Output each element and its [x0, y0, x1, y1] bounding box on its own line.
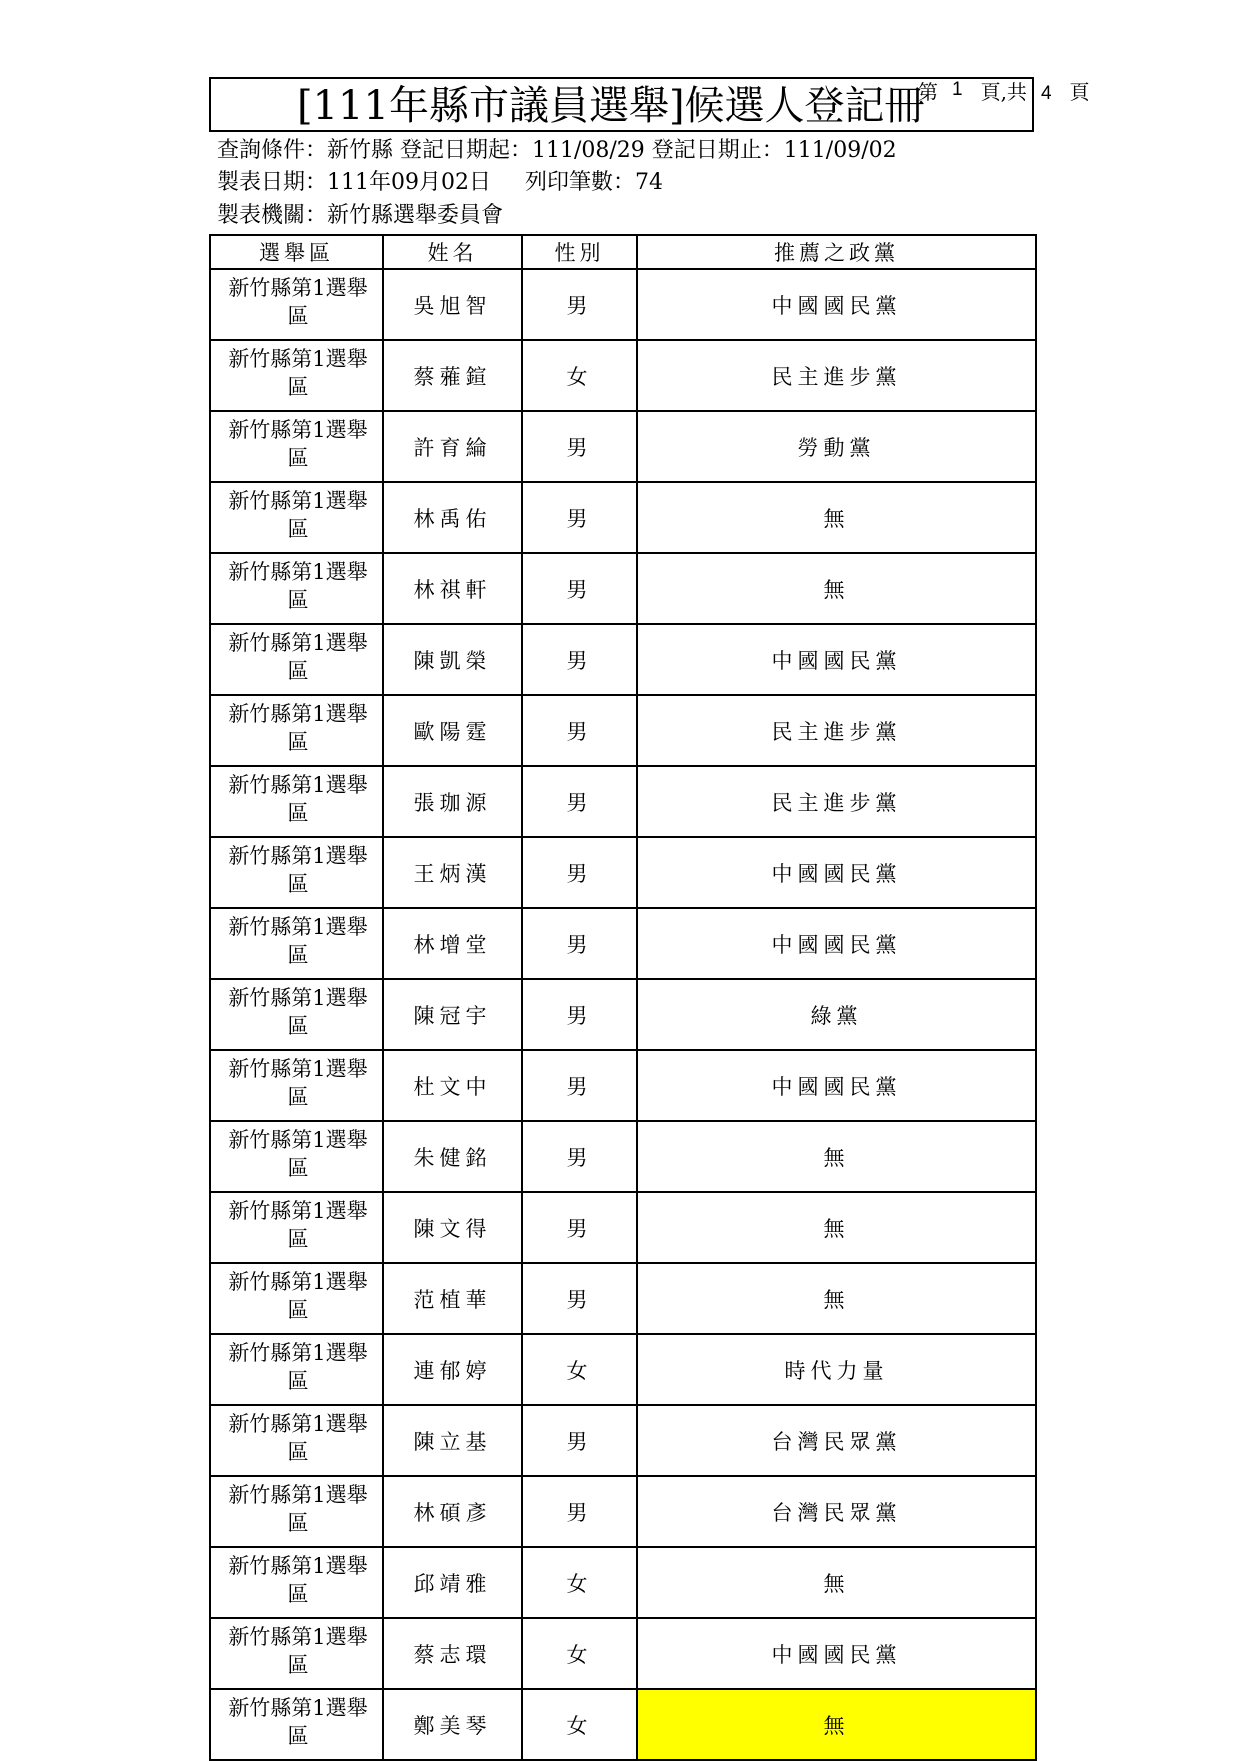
table-row — [210, 837, 1036, 908]
table-row — [210, 1618, 1036, 1689]
table-header-row — [210, 235, 1036, 269]
party-cell: 中國國民黨 — [637, 1618, 1036, 1689]
gender-cell: 男 — [522, 766, 637, 837]
gender-cell: 男 — [522, 624, 637, 695]
party-cell: 無 — [637, 1192, 1036, 1263]
name-cell: 陳立基 — [383, 1405, 522, 1476]
district-cell: 新竹縣第1選舉區 — [210, 695, 383, 766]
district-cell: 新竹縣第1選舉區 — [210, 1192, 383, 1263]
district-cell: 新竹縣第1選舉區 — [210, 766, 383, 837]
district-cell: 新竹縣第1選舉區 — [210, 837, 383, 908]
name-cell: 許育綸 — [383, 411, 522, 482]
district-cell: 新竹縣第1選舉區 — [210, 1121, 383, 1192]
district-cell: 新竹縣第1選舉區 — [210, 979, 383, 1050]
district-cell: 新竹縣第1選舉區 — [210, 624, 383, 695]
candidate-table — [209, 234, 1037, 1761]
gender-cell: 男 — [522, 979, 637, 1050]
gender-cell: 男 — [522, 1476, 637, 1547]
party-cell: 中國國民黨 — [637, 908, 1036, 979]
header-party: 推薦之政黨 — [637, 235, 1036, 269]
name-cell: 朱健銘 — [383, 1121, 522, 1192]
page-indicator — [918, 76, 1090, 105]
table-row — [210, 269, 1036, 340]
party-cell: 時代力量 — [637, 1334, 1036, 1405]
name-cell: 杜文中 — [383, 1050, 522, 1121]
name-cell: 吳旭智 — [383, 269, 522, 340]
party-cell: 中國國民黨 — [637, 837, 1036, 908]
table-row — [210, 979, 1036, 1050]
gender-cell: 男 — [522, 1192, 637, 1263]
name-cell: 蔡蕥鍹 — [383, 340, 522, 411]
district-cell: 新竹縣第1選舉區 — [210, 1334, 383, 1405]
gender-cell: 男 — [522, 908, 637, 979]
name-cell: 林禹佑 — [383, 482, 522, 553]
district-cell: 新竹縣第1選舉區 — [210, 1689, 383, 1760]
district-cell: 新竹縣第1選舉區 — [210, 1405, 383, 1476]
page-current: 1 — [952, 79, 963, 100]
district-cell: 新竹縣第1選舉區 — [210, 411, 383, 482]
table-row — [210, 482, 1036, 553]
made-date-line — [217, 169, 663, 197]
name-cell: 范植華 — [383, 1263, 522, 1334]
gender-cell: 男 — [522, 1050, 637, 1121]
gender-cell: 男 — [522, 1263, 637, 1334]
party-cell: 無 — [637, 1689, 1036, 1760]
party-cell: 中國國民黨 — [637, 624, 1036, 695]
party-cell: 無 — [637, 482, 1036, 553]
header-district: 選舉區 — [210, 235, 383, 269]
gender-cell: 男 — [522, 1405, 637, 1476]
name-cell: 連郁婷 — [383, 1334, 522, 1405]
made-date: 製表日期：111年09月02日 — [217, 170, 491, 195]
name-cell: 林祺軒 — [383, 553, 522, 624]
print-count: 列印筆數：74 — [524, 170, 663, 195]
party-cell: 台灣民眾黨 — [637, 1405, 1036, 1476]
table-row — [210, 1050, 1036, 1121]
name-cell: 鄭美琴 — [383, 1689, 522, 1760]
district-cell: 新竹縣第1選舉區 — [210, 1547, 383, 1618]
name-cell: 歐陽霆 — [383, 695, 522, 766]
party-cell: 中國國民黨 — [637, 269, 1036, 340]
gender-cell: 男 — [522, 482, 637, 553]
gender-cell: 男 — [522, 553, 637, 624]
gender-cell: 女 — [522, 1547, 637, 1618]
name-cell: 陳凱榮 — [383, 624, 522, 695]
party-cell: 無 — [637, 553, 1036, 624]
name-cell: 邱靖雅 — [383, 1547, 522, 1618]
agency: 製表機關：新竹縣選舉委員會 — [217, 203, 504, 228]
party-cell: 勞動黨 — [637, 411, 1036, 482]
name-cell: 陳文得 — [383, 1192, 522, 1263]
header-name: 姓名 — [383, 235, 522, 269]
page-prefix: 第 — [918, 80, 938, 104]
gender-cell: 男 — [522, 411, 637, 482]
table-row — [210, 908, 1036, 979]
district-cell: 新竹縣第1選舉區 — [210, 1050, 383, 1121]
table-row — [210, 1476, 1036, 1547]
party-cell: 民主進步黨 — [637, 766, 1036, 837]
table-row — [210, 1405, 1036, 1476]
name-cell: 張珈源 — [383, 766, 522, 837]
gender-cell: 男 — [522, 1121, 637, 1192]
party-cell: 中國國民黨 — [637, 1050, 1036, 1121]
table-row — [210, 411, 1036, 482]
gender-cell: 男 — [522, 695, 637, 766]
table-row — [210, 1121, 1036, 1192]
district-cell: 新竹縣第1選舉區 — [210, 340, 383, 411]
party-cell: 無 — [637, 1547, 1036, 1618]
table-row — [210, 340, 1036, 411]
party-cell: 無 — [637, 1263, 1036, 1334]
gender-cell: 女 — [522, 1334, 637, 1405]
party-cell: 民主進步黨 — [637, 340, 1036, 411]
title-box — [209, 77, 1034, 132]
gender-cell: 男 — [522, 269, 637, 340]
table-row — [210, 766, 1036, 837]
party-cell: 綠黨 — [637, 979, 1036, 1050]
district-cell: 新竹縣第1選舉區 — [210, 482, 383, 553]
district-cell: 新竹縣第1選舉區 — [210, 1263, 383, 1334]
name-cell: 林碩彥 — [383, 1476, 522, 1547]
header-gender: 性別 — [522, 235, 637, 269]
table-row — [210, 1263, 1036, 1334]
district-cell: 新竹縣第1選舉區 — [210, 908, 383, 979]
table-row — [210, 1689, 1036, 1760]
table-row — [210, 1192, 1036, 1263]
district-cell: 新竹縣第1選舉區 — [210, 269, 383, 340]
gender-cell: 女 — [522, 1689, 637, 1760]
table-row — [210, 1334, 1036, 1405]
party-cell: 台灣民眾黨 — [637, 1476, 1036, 1547]
query-conditions: 查詢條件：新竹縣 登記日期起：111/08/29 登記日期止：111/09/02 — [217, 138, 897, 163]
table-row — [210, 1547, 1036, 1618]
district-cell: 新竹縣第1選舉區 — [210, 1618, 383, 1689]
table-row — [210, 695, 1036, 766]
district-cell: 新竹縣第1選舉區 — [210, 1476, 383, 1547]
gender-cell: 女 — [522, 1618, 637, 1689]
table-row — [210, 624, 1036, 695]
page-total: 4 — [1040, 83, 1052, 104]
district-cell: 新竹縣第1選舉區 — [210, 553, 383, 624]
gender-cell: 男 — [522, 837, 637, 908]
gender-cell: 女 — [522, 340, 637, 411]
name-cell: 王炳漢 — [383, 837, 522, 908]
table-body — [210, 269, 1036, 1760]
party-cell: 無 — [637, 1121, 1036, 1192]
table-row — [210, 553, 1036, 624]
name-cell: 蔡志環 — [383, 1618, 522, 1689]
document-title: [111年縣市議員選舉]候選人登記冊 — [297, 83, 925, 129]
party-cell: 民主進步黨 — [637, 695, 1036, 766]
name-cell: 陳冠宇 — [383, 979, 522, 1050]
page-middle: 頁,共 — [980, 80, 1027, 104]
name-cell: 林增堂 — [383, 908, 522, 979]
page-suffix: 頁 — [1069, 80, 1090, 104]
